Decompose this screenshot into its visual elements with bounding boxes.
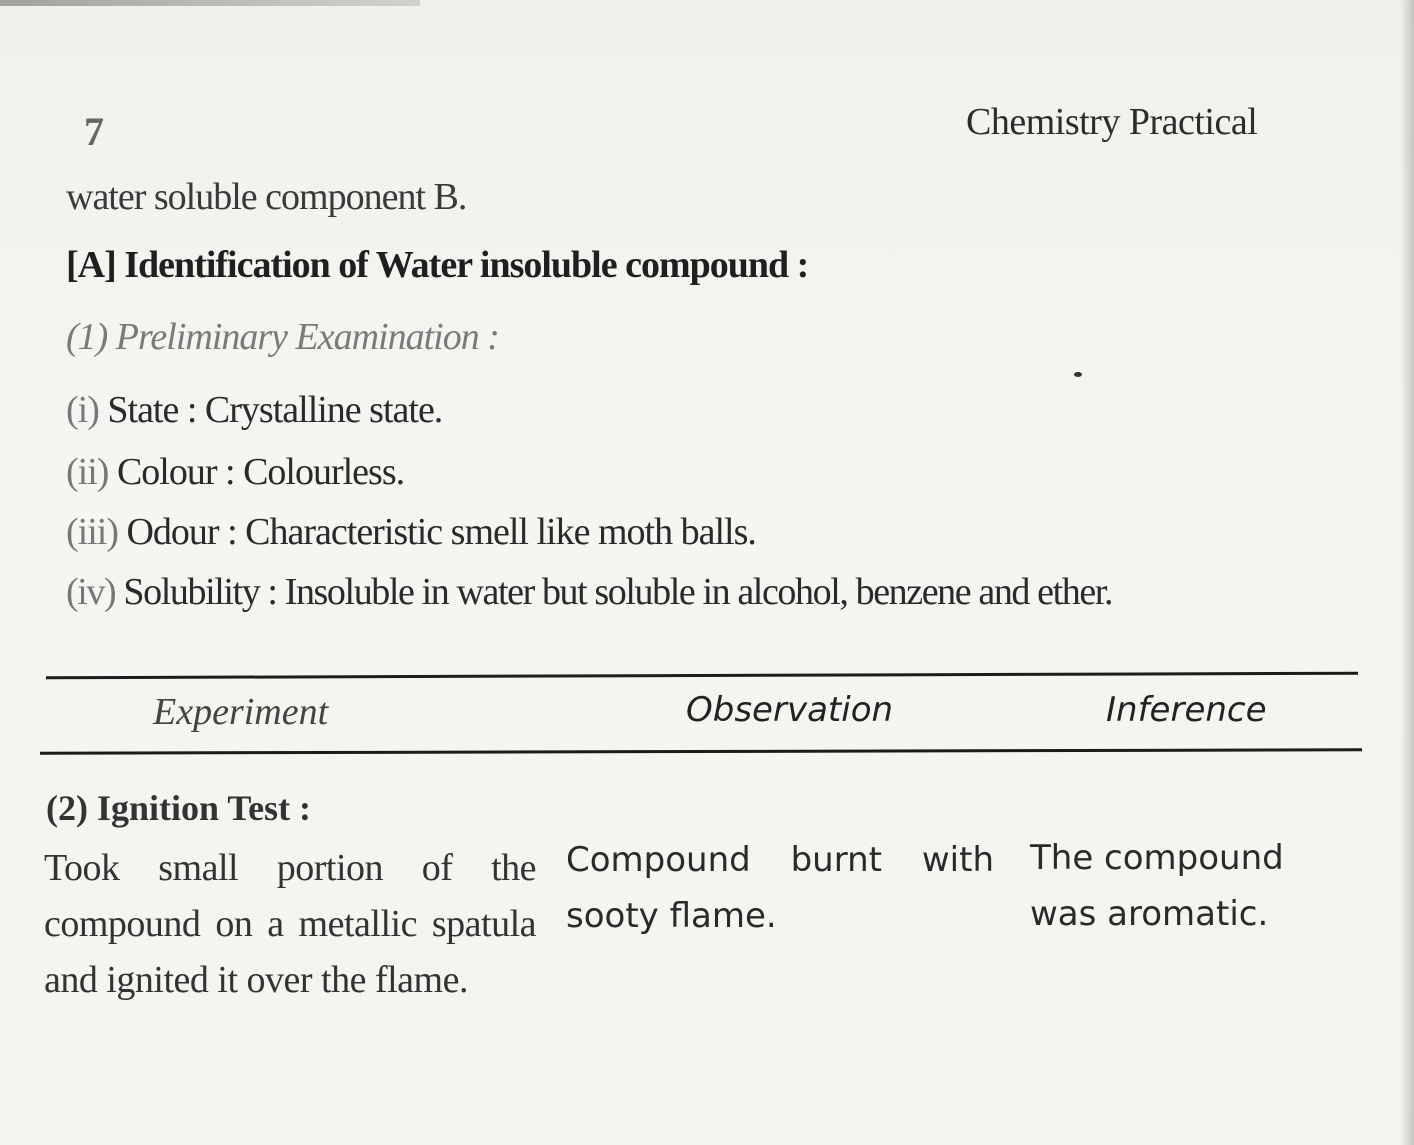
page-edge	[1400, 0, 1414, 1145]
property-value: Colourless.	[243, 451, 405, 493]
column-header-experiment: Experiment	[153, 691, 329, 733]
scan-shadow	[0, 0, 420, 6]
property-state: (i) State : Crystalline state.	[66, 389, 443, 431]
table-header-rule	[40, 748, 1362, 754]
property-number: (ii)	[66, 451, 109, 493]
property-label: Solubility	[123, 571, 260, 613]
property-label: Odour	[126, 511, 219, 553]
property-label: State	[107, 389, 179, 431]
property-number: (iv)	[66, 571, 116, 613]
page-number: 7	[84, 109, 104, 154]
running-header: Chemistry Practical	[966, 101, 1258, 143]
section-heading: [A] Identification of Water insoluble compound :	[66, 244, 809, 286]
property-value: Insoluble in water but soluble in alcohol, benzene and ether.	[284, 571, 1113, 613]
property-label: Colour	[116, 451, 217, 493]
property-number: (iii)	[66, 511, 118, 553]
property-colour: (ii) Colour : Colourless.	[66, 451, 405, 493]
property-value: Crystalline state.	[204, 389, 443, 431]
cell-experiment: Took small portion of the compound on a metallic spatula and ignited it over the flame.	[44, 847, 536, 1001]
ignition-test-heading: (2) Ignition Test :	[46, 788, 312, 828]
cell-inference: The compound was aromatic.	[1030, 838, 1284, 934]
continuation-text: water soluble component B.	[66, 176, 467, 218]
property-value: Characteristic smell like moth balls.	[245, 511, 756, 553]
preliminary-examination-heading: (1) Preliminary Examination :	[66, 316, 499, 358]
cell-observation: Compound burnt with sooty flame.	[566, 840, 994, 936]
property-number: (i)	[66, 389, 99, 431]
property-odour: (iii) Odour : Characteristic smell like moth balls.	[66, 511, 756, 553]
table-top-rule	[46, 672, 1358, 680]
ink-speck	[1074, 372, 1082, 377]
property-solubility: (iv) Solubility : Insoluble in water but soluble in alcohol, benzene and ether.	[66, 571, 1113, 613]
column-header-inference: Inference	[1106, 690, 1267, 730]
column-header-observation: Observation	[686, 690, 894, 730]
